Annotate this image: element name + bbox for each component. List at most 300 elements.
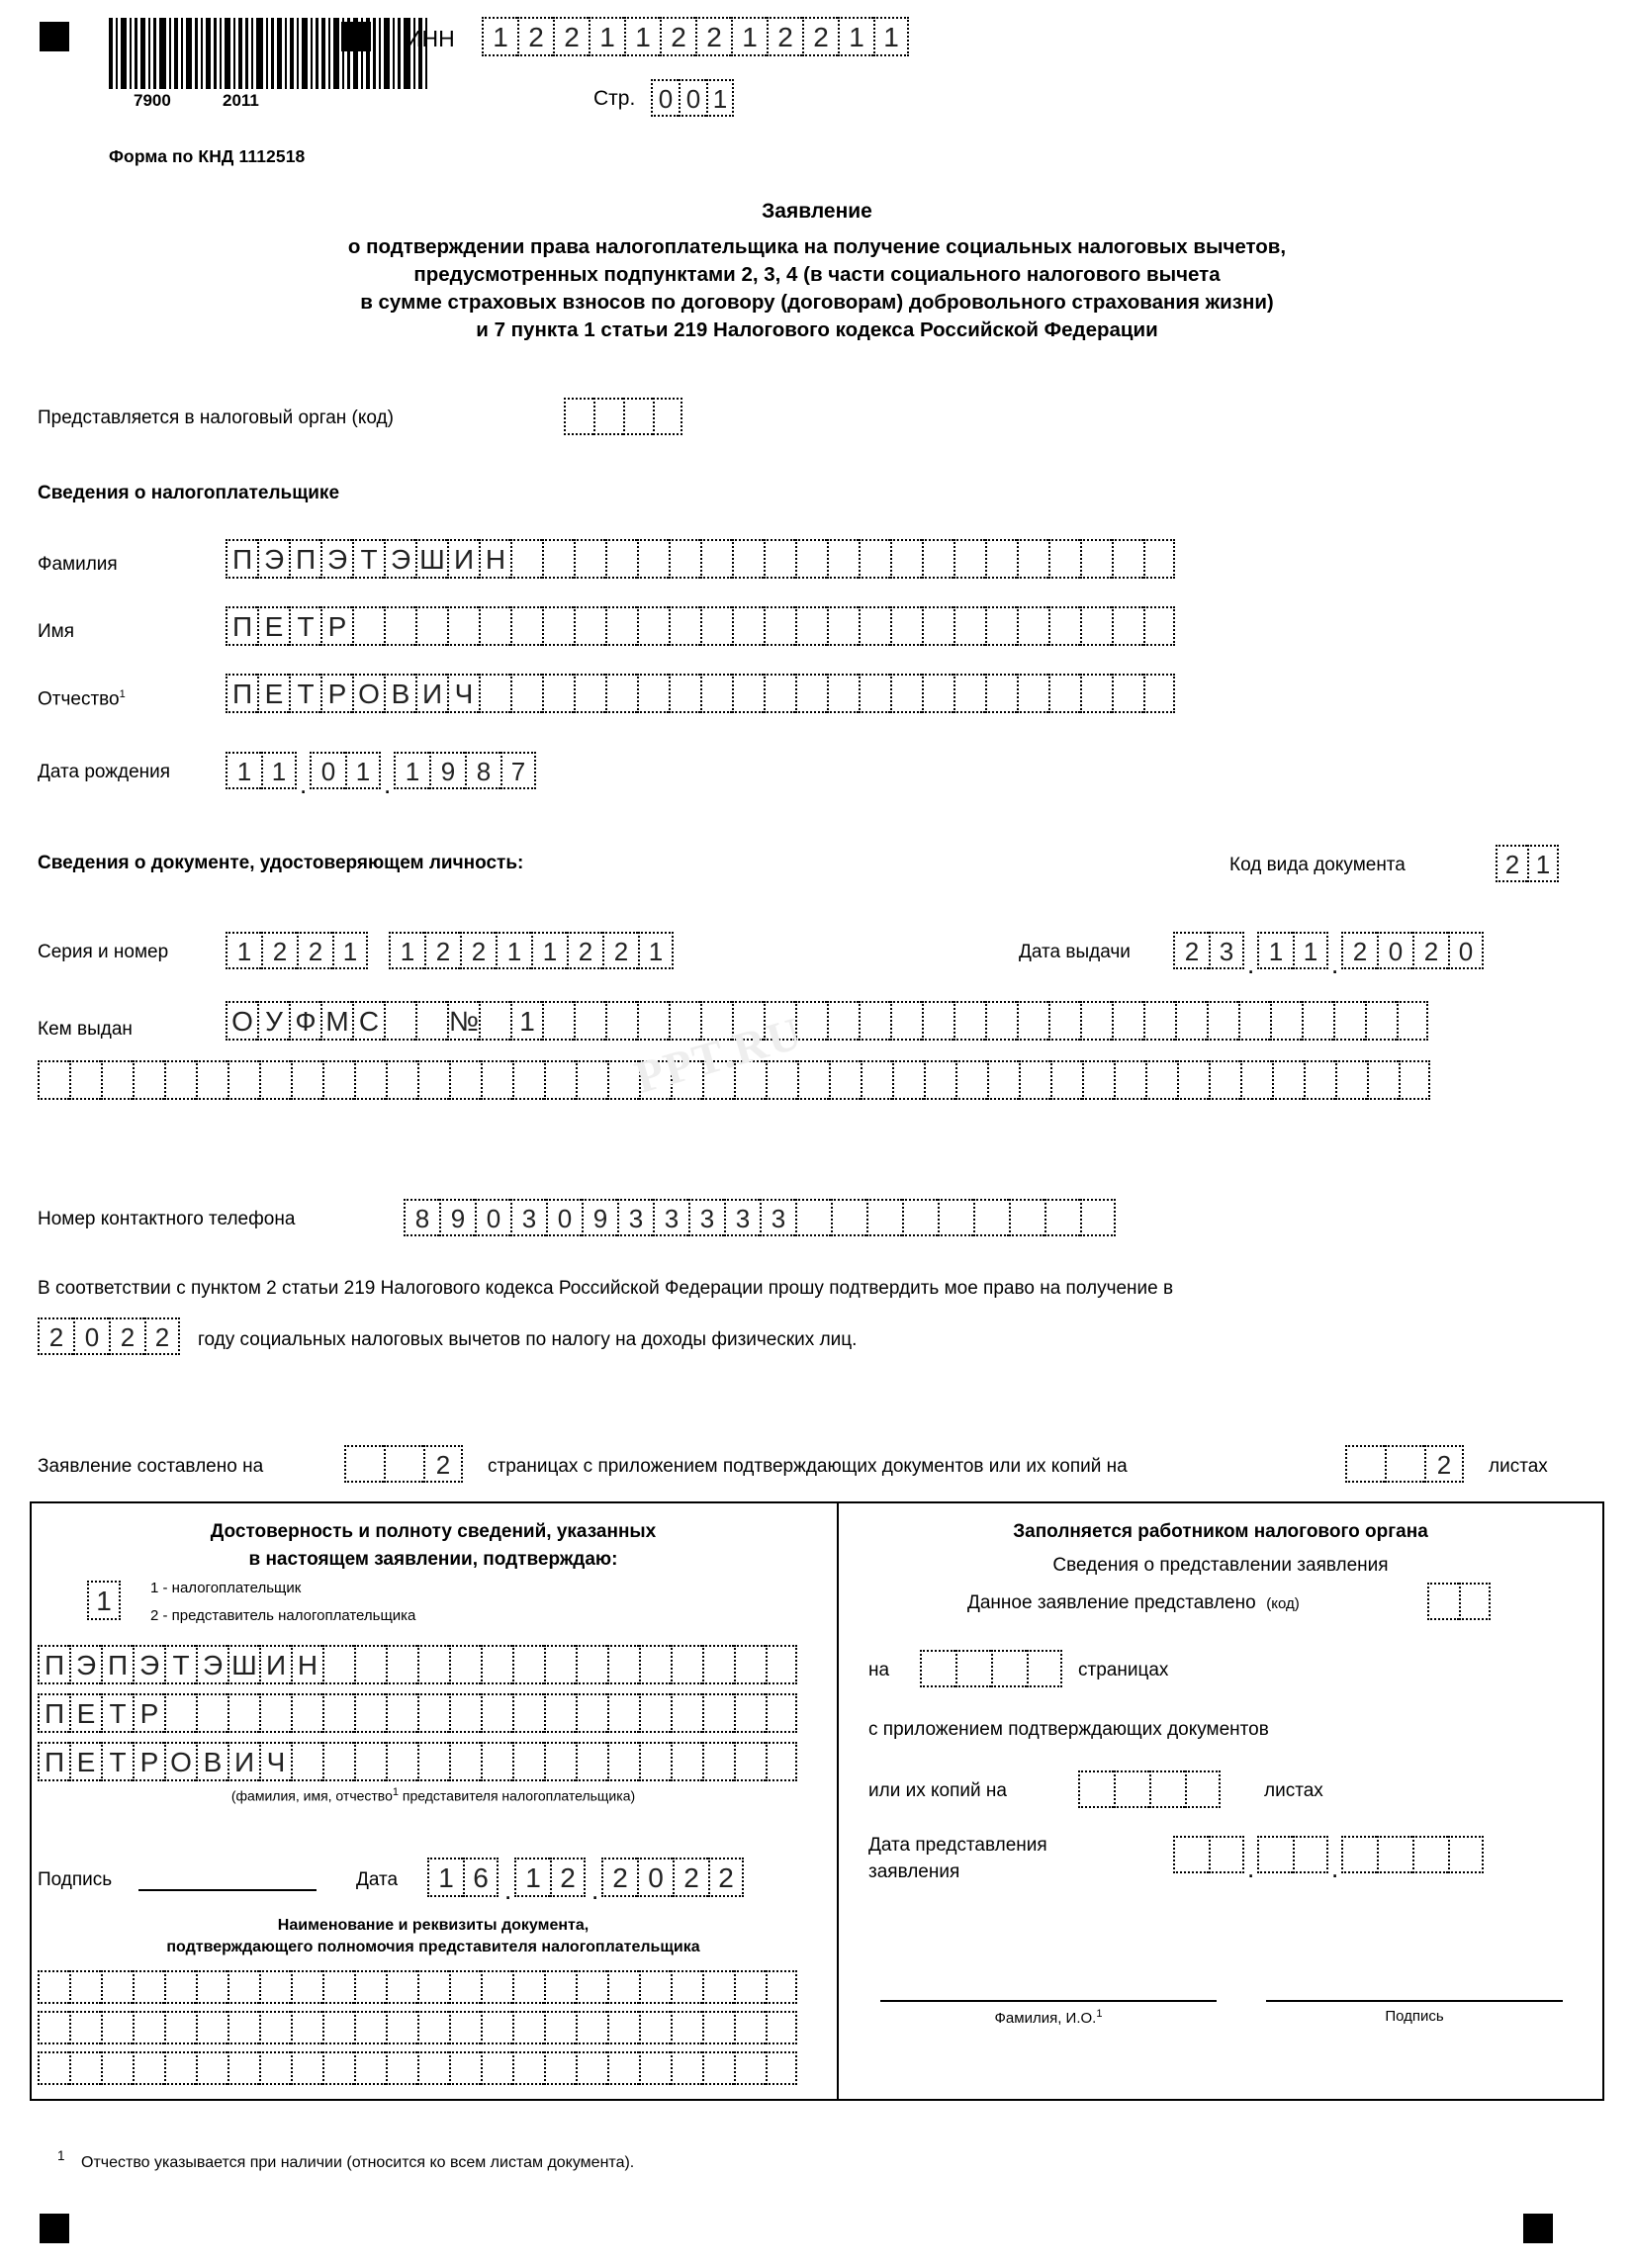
cell[interactable] — [574, 606, 605, 646]
inn-input[interactable] — [482, 17, 909, 56]
cell[interactable] — [542, 674, 574, 713]
cell[interactable] — [827, 539, 859, 579]
official-signature-line[interactable] — [1266, 1998, 1563, 2002]
cell[interactable]: 0 — [546, 1199, 582, 1236]
cell[interactable]: Е — [69, 1693, 101, 1733]
cell[interactable] — [101, 1970, 133, 2004]
cell[interactable] — [322, 1693, 354, 1733]
cell[interactable]: В — [384, 674, 415, 713]
cell[interactable] — [322, 1970, 354, 2004]
cell[interactable] — [481, 2011, 512, 2044]
cell[interactable] — [38, 1970, 69, 2004]
cell[interactable]: 2 — [1341, 932, 1377, 969]
patronymic-input[interactable] — [226, 674, 1175, 713]
cell[interactable] — [447, 606, 479, 646]
cell[interactable] — [861, 1060, 892, 1100]
cell[interactable] — [417, 1693, 449, 1733]
cell[interactable]: Ф — [289, 1001, 320, 1041]
cell[interactable] — [637, 1001, 669, 1041]
cell[interactable] — [1365, 1001, 1397, 1041]
deduction-year-input[interactable] — [38, 1317, 180, 1355]
cell[interactable]: 1 — [482, 17, 517, 56]
cell[interactable] — [797, 1060, 829, 1100]
cell[interactable]: 0 — [637, 1858, 673, 1897]
cell[interactable] — [564, 398, 593, 435]
cell[interactable] — [671, 1693, 702, 1733]
cell[interactable] — [1143, 539, 1175, 579]
page-number-input[interactable] — [651, 79, 734, 117]
cell[interactable]: И — [447, 539, 479, 579]
cell[interactable] — [512, 2011, 544, 2044]
cell[interactable] — [1080, 1199, 1116, 1236]
cell[interactable]: 2 — [38, 1317, 73, 1355]
cell[interactable] — [227, 1970, 259, 2004]
cell[interactable]: 1 — [1257, 932, 1293, 969]
cell[interactable] — [607, 1970, 639, 2004]
cell[interactable] — [1185, 1770, 1221, 1808]
cell[interactable]: 1 — [514, 1858, 550, 1897]
cell[interactable] — [734, 1645, 766, 1684]
cell[interactable]: Э — [69, 1645, 101, 1684]
cell[interactable] — [1345, 1445, 1385, 1483]
cell[interactable] — [259, 2011, 291, 2044]
cell[interactable] — [605, 674, 637, 713]
cell[interactable]: Р — [320, 606, 352, 646]
cell[interactable]: 0 — [1448, 932, 1484, 969]
cell[interactable]: 7 — [500, 752, 536, 789]
cell[interactable] — [449, 2051, 481, 2085]
cell[interactable] — [1143, 674, 1175, 713]
cell[interactable]: Р — [133, 1742, 164, 1781]
signature-line[interactable] — [138, 1865, 317, 1891]
cell[interactable]: 0 — [651, 79, 679, 117]
cell[interactable]: М — [320, 1001, 352, 1041]
cell[interactable] — [386, 1645, 417, 1684]
cell[interactable] — [38, 2051, 69, 2085]
issued-by-input[interactable] — [226, 1001, 1428, 1041]
cell[interactable] — [671, 1742, 702, 1781]
cell[interactable]: 1 — [389, 932, 424, 969]
cell[interactable] — [702, 1742, 734, 1781]
birth-day-input[interactable] — [226, 752, 297, 789]
cell[interactable] — [542, 539, 574, 579]
cell[interactable] — [795, 539, 827, 579]
cell[interactable]: 1 — [87, 1581, 121, 1620]
cell[interactable]: 1 — [873, 17, 909, 56]
cell[interactable]: Е — [257, 606, 289, 646]
cell[interactable] — [1333, 1001, 1365, 1041]
cell[interactable] — [1459, 1583, 1491, 1620]
cell[interactable] — [259, 1693, 291, 1733]
cell[interactable]: 1 — [589, 17, 624, 56]
cell[interactable] — [1209, 1836, 1244, 1873]
cell[interactable]: О — [352, 674, 384, 713]
cell[interactable] — [417, 2051, 449, 2085]
cell[interactable] — [1175, 1001, 1207, 1041]
cell[interactable]: У — [257, 1001, 289, 1041]
cell[interactable] — [1080, 674, 1112, 713]
cell[interactable] — [542, 606, 574, 646]
cell[interactable] — [576, 2011, 607, 2044]
cell[interactable] — [859, 606, 890, 646]
cell[interactable]: 1 — [1293, 932, 1328, 969]
cell[interactable]: О — [226, 1001, 257, 1041]
surname-input[interactable] — [226, 539, 1175, 579]
cell[interactable] — [955, 1650, 991, 1687]
cell[interactable]: П — [101, 1645, 133, 1684]
cell[interactable] — [354, 1742, 386, 1781]
cell[interactable] — [1009, 1199, 1044, 1236]
cell[interactable] — [449, 1742, 481, 1781]
cell[interactable] — [417, 1970, 449, 2004]
cell[interactable] — [764, 674, 795, 713]
cell[interactable] — [354, 1060, 386, 1100]
cell[interactable]: 2 — [602, 932, 638, 969]
issue-month-input[interactable] — [1257, 932, 1328, 969]
cell[interactable] — [985, 1001, 1017, 1041]
cell[interactable] — [1149, 1770, 1185, 1808]
cell[interactable]: 3 — [653, 1199, 688, 1236]
cell[interactable] — [291, 1693, 322, 1733]
cell[interactable] — [576, 1060, 607, 1100]
cell[interactable] — [196, 2051, 227, 2085]
cell[interactable]: 3 — [510, 1199, 546, 1236]
cell[interactable] — [953, 539, 985, 579]
cell[interactable] — [1209, 1060, 1240, 1100]
birth-month-input[interactable] — [310, 752, 381, 789]
cell[interactable]: 0 — [310, 752, 345, 789]
cell[interactable] — [890, 606, 922, 646]
cell[interactable] — [322, 1742, 354, 1781]
cell[interactable] — [479, 606, 510, 646]
cell[interactable]: П — [226, 539, 257, 579]
cell[interactable] — [386, 1970, 417, 2004]
cell[interactable] — [512, 2051, 544, 2085]
cell[interactable] — [795, 674, 827, 713]
cell[interactable] — [671, 2011, 702, 2044]
cell[interactable]: 1 — [624, 17, 660, 56]
cell[interactable]: П — [38, 1742, 69, 1781]
cell[interactable] — [164, 1970, 196, 2004]
cell[interactable]: Т — [101, 1742, 133, 1781]
cell[interactable] — [1412, 1836, 1448, 1873]
cell[interactable] — [1302, 1001, 1333, 1041]
cell[interactable] — [227, 2051, 259, 2085]
cell[interactable] — [607, 2011, 639, 2044]
cell[interactable] — [1173, 1836, 1209, 1873]
cell[interactable] — [1112, 606, 1143, 646]
cell[interactable]: 1 — [706, 79, 734, 117]
cell[interactable] — [702, 2051, 734, 2085]
cell[interactable]: В — [196, 1742, 227, 1781]
cell[interactable] — [827, 1001, 859, 1041]
cell[interactable]: 1 — [731, 17, 767, 56]
cell[interactable]: 2 — [460, 932, 496, 969]
cell[interactable]: Э — [384, 539, 415, 579]
cell[interactable]: И — [259, 1645, 291, 1684]
cell[interactable] — [607, 1693, 639, 1733]
cell[interactable] — [859, 1001, 890, 1041]
cell[interactable] — [69, 2051, 101, 2085]
cell[interactable] — [1399, 1060, 1430, 1100]
cell[interactable]: 1 — [427, 1858, 463, 1897]
cell[interactable] — [133, 2011, 164, 2044]
cell[interactable] — [922, 674, 953, 713]
cell[interactable] — [542, 1001, 574, 1041]
power-of-attorney-input-line-2[interactable] — [38, 2011, 797, 2044]
cell[interactable]: И — [415, 674, 447, 713]
cell[interactable] — [481, 1970, 512, 2004]
cell[interactable]: 1 — [226, 932, 261, 969]
cell[interactable] — [985, 539, 1017, 579]
cell[interactable] — [196, 2011, 227, 2044]
cell[interactable] — [38, 1060, 69, 1100]
cell[interactable] — [766, 1645, 797, 1684]
cell[interactable] — [639, 1742, 671, 1781]
cell[interactable] — [766, 1693, 797, 1733]
cell[interactable]: 9 — [582, 1199, 617, 1236]
birth-year-input[interactable] — [394, 752, 536, 789]
cell[interactable] — [1019, 1060, 1050, 1100]
cell[interactable] — [1080, 539, 1112, 579]
cell[interactable] — [859, 674, 890, 713]
cell[interactable] — [101, 2051, 133, 2085]
cell[interactable] — [386, 1693, 417, 1733]
cell[interactable] — [322, 2051, 354, 2085]
cell[interactable] — [510, 606, 542, 646]
cell[interactable]: 1 — [496, 932, 531, 969]
cell[interactable]: Ш — [415, 539, 447, 579]
cell[interactable]: 8 — [404, 1199, 439, 1236]
cell[interactable] — [1112, 539, 1143, 579]
cell[interactable] — [1078, 1770, 1114, 1808]
cell[interactable] — [133, 2051, 164, 2085]
cell[interactable] — [449, 1060, 481, 1100]
cell[interactable] — [1270, 1001, 1302, 1041]
power-of-attorney-input-line-1[interactable] — [38, 1970, 797, 2004]
official-name-signature-line[interactable] — [880, 1998, 1217, 2002]
cell[interactable] — [227, 1060, 259, 1100]
cell[interactable] — [417, 1060, 449, 1100]
cell[interactable] — [38, 2011, 69, 2044]
cell[interactable] — [544, 1693, 576, 1733]
cell[interactable] — [1448, 1836, 1484, 1873]
cell[interactable] — [1017, 674, 1048, 713]
cell[interactable] — [892, 1060, 924, 1100]
cell[interactable] — [1048, 1001, 1080, 1041]
cell[interactable] — [831, 1199, 866, 1236]
cell[interactable] — [101, 1060, 133, 1100]
cell[interactable]: 2 — [424, 932, 460, 969]
cell[interactable] — [512, 1645, 544, 1684]
cell[interactable] — [639, 1693, 671, 1733]
cell[interactable] — [734, 1693, 766, 1733]
cell[interactable] — [922, 606, 953, 646]
cell[interactable] — [827, 674, 859, 713]
cell[interactable] — [953, 606, 985, 646]
cell[interactable] — [1044, 1199, 1080, 1236]
cell[interactable] — [133, 1060, 164, 1100]
cell[interactable]: 3 — [724, 1199, 760, 1236]
cell[interactable]: Р — [320, 674, 352, 713]
cell[interactable] — [795, 606, 827, 646]
sheets-count-input[interactable] — [1345, 1445, 1464, 1483]
cell[interactable] — [987, 1060, 1019, 1100]
cell[interactable] — [700, 674, 732, 713]
cell[interactable] — [734, 2051, 766, 2085]
cell[interactable] — [1385, 1445, 1424, 1483]
cell[interactable] — [732, 539, 764, 579]
cell[interactable] — [481, 1645, 512, 1684]
cell[interactable] — [1427, 1583, 1459, 1620]
cell[interactable] — [605, 539, 637, 579]
cell[interactable] — [479, 1001, 510, 1041]
cell[interactable]: 1 — [332, 932, 368, 969]
cell[interactable]: Т — [289, 674, 320, 713]
cell[interactable] — [481, 1693, 512, 1733]
cell[interactable] — [415, 1001, 447, 1041]
cell[interactable]: И — [227, 1742, 259, 1781]
cell[interactable] — [574, 674, 605, 713]
cell[interactable]: 1 — [1527, 845, 1559, 882]
cell[interactable] — [449, 1970, 481, 2004]
cell[interactable] — [1304, 1060, 1335, 1100]
cell[interactable]: 2 — [1412, 932, 1448, 969]
cell[interactable] — [1080, 606, 1112, 646]
cell[interactable] — [354, 1693, 386, 1733]
cell[interactable]: Э — [257, 539, 289, 579]
cell[interactable] — [101, 2011, 133, 2044]
cell[interactable] — [386, 1742, 417, 1781]
official-pages-input[interactable] — [920, 1650, 1062, 1687]
doc-type-input[interactable] — [1496, 845, 1559, 882]
cell[interactable] — [702, 1693, 734, 1733]
cell[interactable]: 1 — [261, 752, 297, 789]
cell[interactable]: 3 — [688, 1199, 724, 1236]
cell[interactable] — [449, 1645, 481, 1684]
cell[interactable] — [639, 2011, 671, 2044]
official-date-day-input[interactable] — [1173, 1836, 1244, 1873]
cell[interactable] — [291, 1970, 322, 2004]
cell[interactable] — [352, 606, 384, 646]
cell[interactable] — [829, 1060, 861, 1100]
cell[interactable]: 9 — [429, 752, 465, 789]
cell[interactable] — [449, 1693, 481, 1733]
cell[interactable] — [259, 1970, 291, 2004]
cell[interactable] — [164, 2051, 196, 2085]
cell[interactable] — [386, 1060, 417, 1100]
cell[interactable]: Т — [101, 1693, 133, 1733]
cell[interactable] — [1257, 1836, 1293, 1873]
cell[interactable]: 1 — [531, 932, 567, 969]
cell[interactable] — [669, 606, 700, 646]
cell[interactable]: 2 — [1424, 1445, 1464, 1483]
cell[interactable] — [924, 1060, 955, 1100]
cell[interactable] — [1080, 1001, 1112, 1041]
cell[interactable]: Н — [479, 539, 510, 579]
cell[interactable] — [593, 398, 623, 435]
cell[interactable] — [227, 1693, 259, 1733]
cell[interactable]: 2 — [423, 1445, 463, 1483]
cell[interactable] — [653, 398, 682, 435]
cell[interactable] — [671, 1645, 702, 1684]
cell[interactable] — [766, 1742, 797, 1781]
cell[interactable] — [700, 539, 732, 579]
cell[interactable]: С — [352, 1001, 384, 1041]
confirmer-patronymic-input[interactable] — [38, 1742, 797, 1781]
cell[interactable]: Э — [196, 1645, 227, 1684]
cell[interactable] — [985, 674, 1017, 713]
cell[interactable]: 0 — [1377, 932, 1412, 969]
doc-number-input[interactable] — [389, 932, 674, 969]
cell[interactable] — [510, 674, 542, 713]
cell[interactable]: 2 — [1173, 932, 1209, 969]
confirm-date-year-input[interactable] — [601, 1858, 744, 1897]
cell[interactable] — [322, 2011, 354, 2044]
cell[interactable]: 2 — [517, 17, 553, 56]
cell[interactable] — [902, 1199, 938, 1236]
cell[interactable]: 1 — [345, 752, 381, 789]
cell[interactable] — [196, 1693, 227, 1733]
cell[interactable] — [544, 1742, 576, 1781]
cell[interactable]: Е — [69, 1742, 101, 1781]
cell[interactable] — [291, 1742, 322, 1781]
cell[interactable]: 2 — [567, 932, 602, 969]
cell[interactable]: Э — [133, 1645, 164, 1684]
cell[interactable] — [417, 1645, 449, 1684]
cell[interactable] — [510, 539, 542, 579]
cell[interactable] — [795, 1199, 831, 1236]
cell[interactable]: Э — [320, 539, 352, 579]
cell[interactable] — [766, 1970, 797, 2004]
confirmer-surname-input[interactable] — [38, 1645, 797, 1684]
confirm-date-day-input[interactable] — [427, 1858, 499, 1897]
cell[interactable] — [164, 1693, 196, 1733]
cell[interactable] — [576, 2051, 607, 2085]
cell[interactable] — [605, 606, 637, 646]
cell[interactable]: П — [226, 606, 257, 646]
cell[interactable] — [576, 1645, 607, 1684]
cell[interactable] — [384, 1445, 423, 1483]
cell[interactable]: 2 — [708, 1858, 744, 1897]
cell[interactable]: № — [447, 1001, 479, 1041]
cell[interactable]: 0 — [475, 1199, 510, 1236]
cell[interactable] — [544, 2051, 576, 2085]
cell[interactable] — [512, 1693, 544, 1733]
confirmer-firstname-input[interactable] — [38, 1693, 797, 1733]
tax-office-code-input[interactable] — [564, 398, 682, 435]
cell[interactable] — [637, 539, 669, 579]
cell[interactable] — [1017, 606, 1048, 646]
cell[interactable] — [384, 606, 415, 646]
official-date-month-input[interactable] — [1257, 1836, 1328, 1873]
cell[interactable] — [481, 2051, 512, 2085]
cell[interactable] — [354, 2011, 386, 2044]
cell[interactable] — [544, 2011, 576, 2044]
cell[interactable] — [1017, 1001, 1048, 1041]
cell[interactable]: 3 — [760, 1199, 795, 1236]
cell[interactable] — [417, 2011, 449, 2044]
cell[interactable]: 1 — [226, 752, 261, 789]
cell[interactable] — [322, 1060, 354, 1100]
cell[interactable] — [1050, 1060, 1082, 1100]
cell[interactable] — [1048, 606, 1080, 646]
cell[interactable]: 2 — [550, 1858, 586, 1897]
cell[interactable] — [938, 1199, 973, 1236]
cell[interactable] — [702, 1645, 734, 1684]
cell[interactable] — [1048, 674, 1080, 713]
cell[interactable] — [354, 1970, 386, 2004]
